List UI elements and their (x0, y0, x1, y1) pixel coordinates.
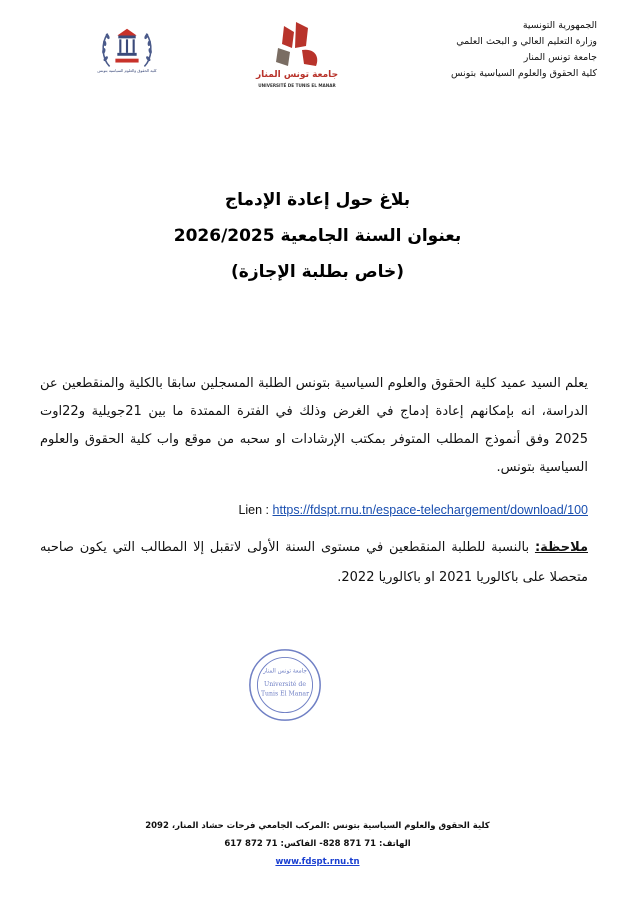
header-line-faculty: كلية الحقوق والعلوم السياسية بتونس (451, 68, 597, 79)
announcement-body: يعلم السيد عميد كلية الحقوق والعلوم السياسية بتونس الطلبة المسجلين سابقا بالكلية والمنقطعين عن الدراسة، انه بإمكانهم إعادة إدماج في الغرض وذلك في الفترة الممتدة ما بين 21جويلية و22اوت 2025 وفق أنموذج المطلب المتوفر بمكتب الإرشادات او سحبه من موقع واب كلية الحقوق والعلوم السياسية بتونس. (40, 376, 588, 475)
svg-text:Université de: Université de (264, 680, 306, 688)
footer-phones: الهاتف: 71 871 828- الفاكس: 71 872 617 (224, 839, 411, 849)
title-main: بلاغ حول إعادة الإدماج (224, 190, 411, 210)
note-text: بالنسبة للطلبة المنقطعين في مستوى السنة الأولى لاتقبل إلا المطالب التي يكون صاحبه متحصلا على باكالوريا 2021 او باكالوريا 2022. (40, 540, 588, 585)
footer (0, 817, 635, 871)
title-audience: (خاص بطلبة الإجازة) (231, 262, 404, 282)
note-paragraph (40, 533, 588, 593)
svg-text:جامعة تونس المنار: جامعة تونس المنار (255, 70, 339, 80)
download-link[interactable]: https://fdspt.rnu.tn/espace-telechargement/download/100 (272, 503, 588, 517)
footer-website-link[interactable]: www.fdspt.rnu.tn (275, 857, 360, 867)
header-line-ministry: وزارة التعليم العالي و البحث العلمي (456, 36, 597, 47)
header-line-university: جامعة تونس المنار (523, 52, 597, 63)
faculty-logo (98, 20, 156, 78)
title-academic-year: بعنوان السنة الجامعية 2026/2025 (173, 226, 462, 246)
download-link-line (40, 503, 588, 517)
svg-text:كلية الحقوق والعلوم السياسية ب: كلية الحقوق والعلوم السياسية بتونس (97, 68, 157, 74)
announcement-titles (0, 182, 635, 290)
svg-text:Tunis El Manar: Tunis El Manar (260, 690, 310, 698)
link-label: Lien : (238, 503, 273, 517)
note-label: ملاحظة: (534, 540, 588, 555)
university-logo (255, 18, 339, 92)
header-line-republic: الجمهورية التونسية (522, 20, 597, 31)
institution-header (397, 18, 597, 82)
footer-address: كلية الحقوق والعلوم السياسية بتونس :المركب الجامعي فرحات حشاد المنار، 2092 (145, 821, 490, 831)
official-stamp (247, 647, 323, 723)
svg-text:جامعة تونس المنار: جامعة تونس المنار (263, 668, 307, 675)
svg-text:UNIVERSITÉ DE TUNIS EL MANAR: UNIVERSITÉ DE TUNIS EL MANAR (258, 83, 336, 88)
